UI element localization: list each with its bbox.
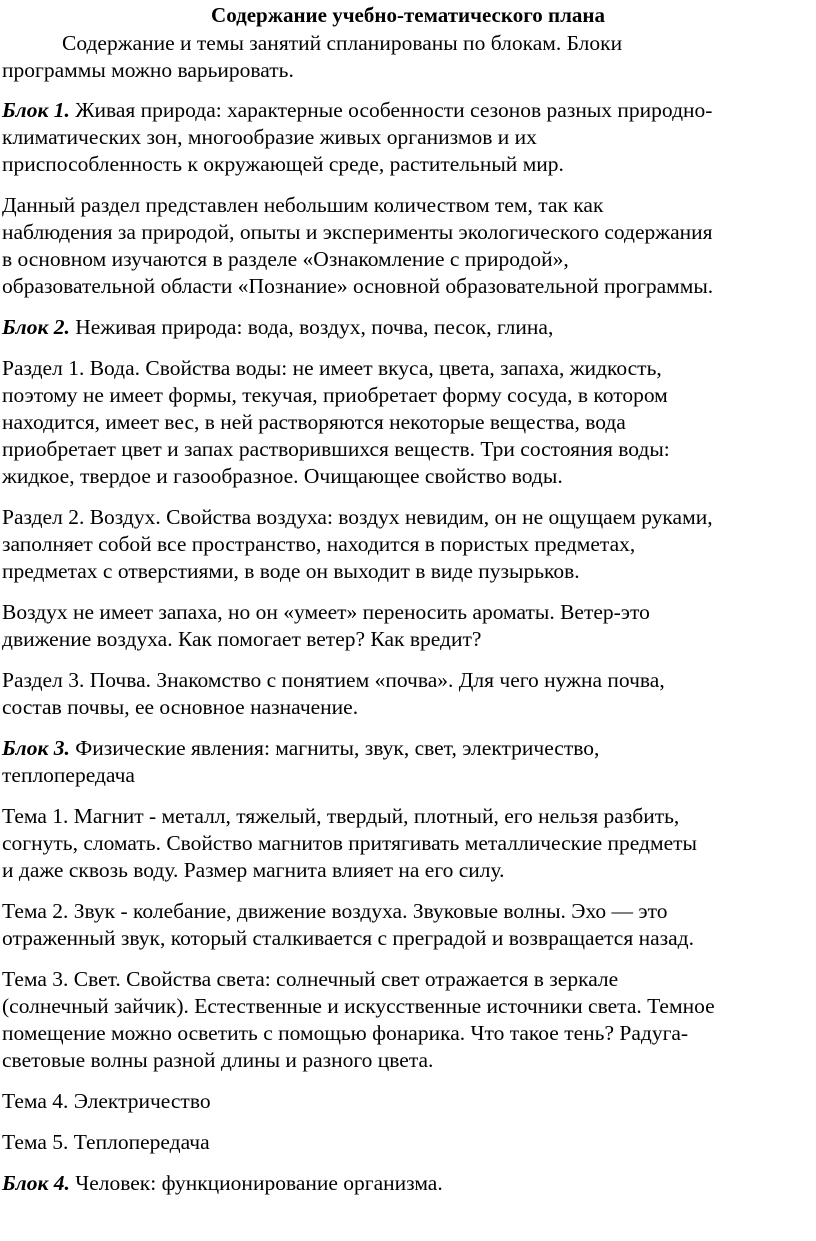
- section-note-paragraph: Данный раздел представлен небольшим количеством тем, так как наблюдения за природой, опыты и эксперименты экологического содержания в основном изучаются в разделе «Ознакомление с природой», образовательной области «Познание» основной образовательной программы.: [2, 193, 714, 298]
- soil-paragraph: Раздел 3. Почва. Знакомство с понятием «почва». Для чего нужна почва, состав почвы, ее основное назначение.: [2, 668, 665, 719]
- page-title: Содержание учебно-тематического плана: [211, 3, 605, 27]
- air-wind-paragraph: Воздух не имеет запаха, но он «умеет» переносить ароматы. Ветер-это движение воздуха. Как помогает ветер? Как вредит?: [2, 600, 650, 651]
- block-3-label: Блок 3.: [2, 736, 70, 760]
- block-2-paragraph: Блок 2. Неживая природа: вода, воздух, почва, песок, глина,: [2, 315, 554, 339]
- heat-transfer-paragraph: Тема 5. Теплопередача: [2, 1130, 210, 1154]
- sound-paragraph: Тема 2. Звук - колебание, движение воздуха. Звуковые волны. Эхо — это отраженный звук, который сталкивается с преградой и возвращается назад.: [2, 899, 694, 950]
- water-paragraph: Раздел 1. Вода. Свойства воды: не имеет вкуса, цвета, запаха, жидкость, поэтому не имеет формы, текучая, приобретает форму сосуда, в котором находится, имеет вес, в ней растворяются некоторые вещества, вода приобретает цвет и запах растворившихся веществ. Три состояния воды: жидкое, твердое и газообразное. Очищающее свойство воды.: [2, 356, 670, 488]
- block-4-label: Блок 4.: [2, 1171, 70, 1195]
- air-paragraph: Раздел 2. Воздух. Свойства воздуха: воздух невидим, он не ощущаем руками, заполняет собой все пространство, находится в пористых предметах, предметах с отверстиями, в воде он выходит в виде пузырьков.: [2, 505, 713, 583]
- block-3-paragraph: Блок 3. Физические явления: магниты, звук, свет, электричество, теплопередача: [2, 736, 600, 787]
- block-4-paragraph: Блок 4. Человек: функционирование организма.: [2, 1171, 443, 1195]
- electricity-paragraph: Тема 4. Электричество: [2, 1089, 211, 1113]
- intro-paragraph: Содержание и темы занятий спланированы по блокам. Блоки программы можно варьировать.: [2, 31, 623, 82]
- block-1-paragraph: Блок 1. Живая природа: характерные особенности сезонов разных природно- климатических зон, многообразие живых организмов и их приспособленность к окружающей среде, растительный мир.: [2, 98, 713, 176]
- block-2-label: Блок 2.: [2, 315, 70, 339]
- light-paragraph: Тема 3. Свет. Свойства света: солнечный свет отражается в зеркале (солнечный зайчик). Естественные и искусственные источники света. Темное помещение можно осветить с помощью фонарика. Что такое тень? Радуга- световые волны разной длины и разного цвета.: [2, 967, 715, 1072]
- magnet-paragraph: Тема 1. Магнит - металл, тяжелый, твердый, плотный, его нельзя разбить, согнуть, сломать. Свойство магнитов притягивать металлические предметы и даже сквозь воду. Размер магнита влияет на его силу.: [2, 804, 697, 882]
- block-1-label: Блок 1.: [2, 98, 70, 122]
